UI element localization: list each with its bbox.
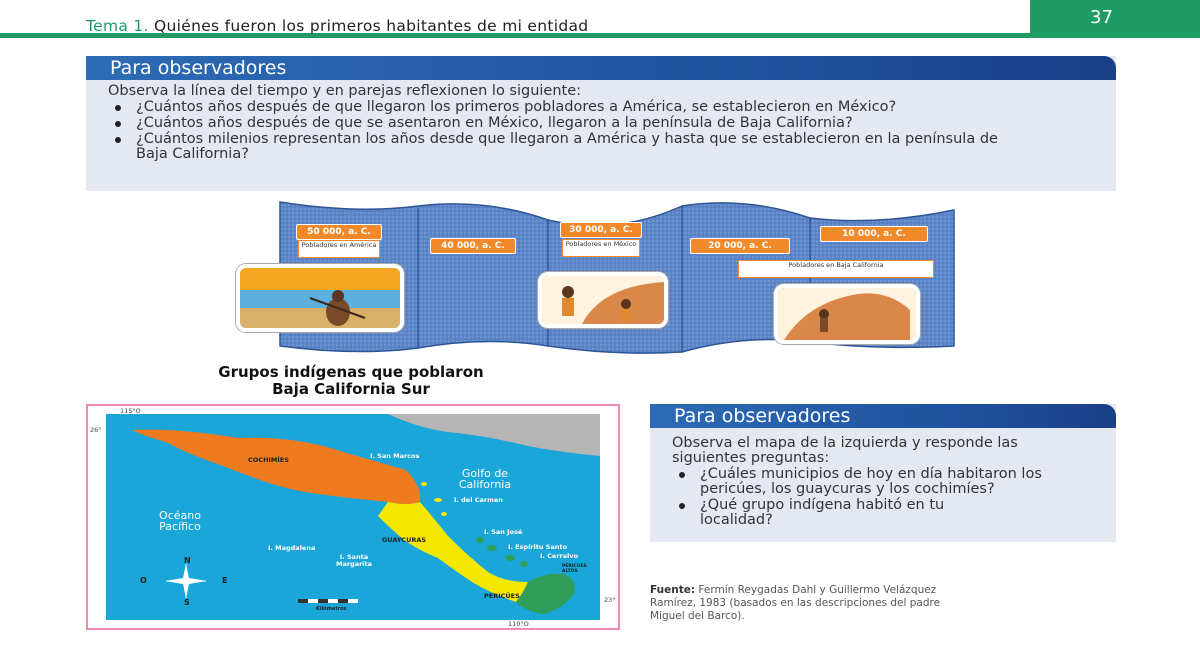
settlers-illustration (538, 272, 668, 328)
question-list (108, 100, 1096, 162)
timeline-date: 10 000, a. C. (820, 226, 928, 242)
observers-box-top (86, 56, 1116, 191)
box-heading: Para observadores (650, 404, 1116, 428)
coord-label: 115°O (120, 407, 141, 415)
box-intro: Observa la línea del tiempo y en parejas reflexionen lo siguiente: (108, 83, 582, 99)
hunter-illustration (236, 264, 404, 332)
place-label: I. Santa Margarita (335, 553, 373, 568)
timeline-graphic (236, 196, 960, 356)
place-label: Golfo de California (458, 467, 512, 491)
question-item: ¿Cuántos años después de que se asentaron en México, llegaron a la península de Baja California? (108, 116, 1006, 131)
place-label: I. San José (484, 528, 523, 536)
scale-label: Kilómetros (316, 606, 347, 612)
timeline-label: Pobladores en Baja California (738, 260, 934, 278)
group-label-cochimies: COCHIMÍES (248, 456, 289, 464)
question-item: ¿Cuáles municipios de hoy en día habitaron los pericúes, los guaycuras y los cochimíes? (672, 467, 1050, 497)
source-text: Fermín Reygadas Dahl y Guillermo Velázquez Ramírez, 1983 (basados en las descripciones del padre Miguel del Barco). (650, 584, 941, 622)
group-label-pericues: PERICÚES (484, 592, 520, 600)
place-label: I. del Carmen (454, 496, 503, 504)
question-item: ¿Cuántos milenios representan los años desde que llegaron a América y hasta que se establecieron en la península de Baja California? (108, 132, 1026, 162)
place-label: I. San Marcos (370, 452, 420, 460)
box-intro: Observa el mapa de la izquierda y responde las siguientes preguntas: (672, 435, 1018, 466)
coord-label: 26° (90, 426, 102, 434)
timeline-date: 30 000, a. C. (560, 222, 642, 238)
timeline-label: Pobladores en México (562, 239, 640, 257)
tema-label: Tema 1. (86, 17, 149, 35)
question-list (672, 467, 1098, 528)
timeline-date: 40 000, a. C. (430, 238, 516, 254)
observers-box-map (650, 404, 1116, 542)
baja-sur-map (86, 404, 620, 630)
box-body (650, 428, 1116, 528)
map-title-line1: Grupos indígenas que poblaron (218, 363, 484, 381)
coord-label: 23° (604, 596, 616, 604)
source-label: Fuente: (650, 584, 696, 596)
compass-e: E (222, 576, 228, 585)
compass-n: N (184, 556, 191, 565)
box-body (86, 80, 1116, 162)
place-label: PERICÚES ALTOS (562, 564, 587, 574)
group-label-guaycuras: GUAYCURAS (382, 536, 427, 544)
page-number: 37 (1030, 0, 1200, 38)
compass-o: O (140, 576, 147, 585)
place-label: I. Espíritu Santo (508, 543, 568, 551)
page-header-title (86, 17, 588, 35)
map-title (146, 364, 556, 398)
header-title-text: Quiénes fueron los primeros habitantes de mi entidad (154, 17, 589, 35)
baja-illustration (774, 284, 920, 344)
question-item: ¿Cuántos años después de que llegaron los primeros pobladores a América, se establecieron en México? (108, 100, 1096, 115)
timeline-date: 20 000, a. C. (690, 238, 790, 254)
box-heading: Para observadores (86, 56, 1116, 80)
timeline-date: 50 000, a. C. (296, 224, 382, 240)
place-label: I. Cerralvo (540, 552, 579, 560)
map-title-line2: Baja California Sur (272, 380, 430, 398)
question-item: ¿Qué grupo indígena habitó en tu localidad? (672, 498, 1020, 528)
source-note (650, 584, 950, 623)
timeline-label: Pobladores en América (298, 240, 380, 258)
compass-s: S (184, 598, 190, 607)
place-label: I. Magdalena (268, 544, 316, 552)
place-label: Océano Pacífico (159, 509, 201, 533)
coord-label: 110°O (508, 620, 529, 628)
